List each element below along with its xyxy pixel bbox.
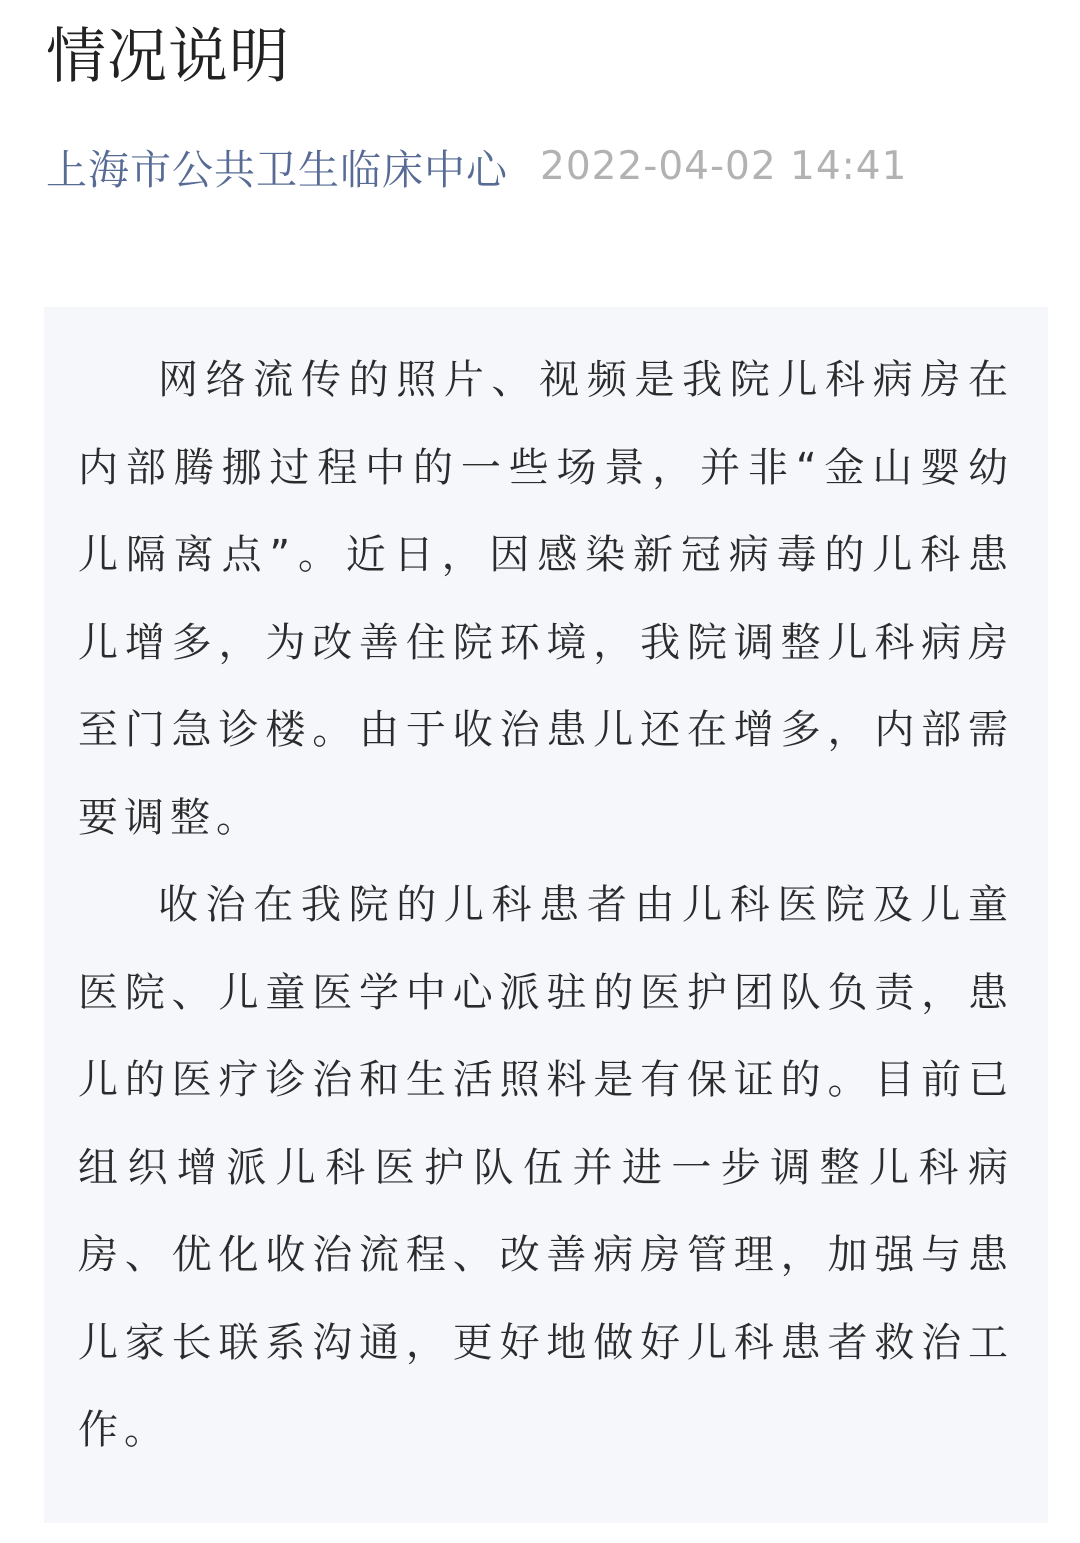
account-name-link[interactable]: 上海市公共卫生临床中心 — [46, 145, 508, 194]
article-content — [44, 307, 1048, 1523]
article-meta — [46, 140, 907, 192]
publish-datetime: 2022-04-02 14:41 — [540, 143, 908, 189]
article-paragraph-1: 网络流传的照片、视频是我院儿科病房在内部腾挪过程中的一些场景，并非“金山婴幼儿隔离点”。近日，因感染新冠病毒的儿科患儿增多，为改善住院环境，我院调整儿科病房至门急诊楼。由于收治患儿还在增多，内部需要调整。 — [78, 357, 1014, 841]
article-title: 情况说明 — [46, 22, 290, 92]
article-paragraph-2: 收治在我院的儿科患者由儿科医院及儿童医院、儿童医学中心派驻的医护团队负责，患儿的医疗诊治和生活照料是有保证的。目前已组织增派儿科医护队伍并进一步调整儿科病房、优化收治流程、改善病房管理，加强与患儿家长联系沟通，更好地做好儿科患者救治工作。 — [78, 882, 1014, 1453]
